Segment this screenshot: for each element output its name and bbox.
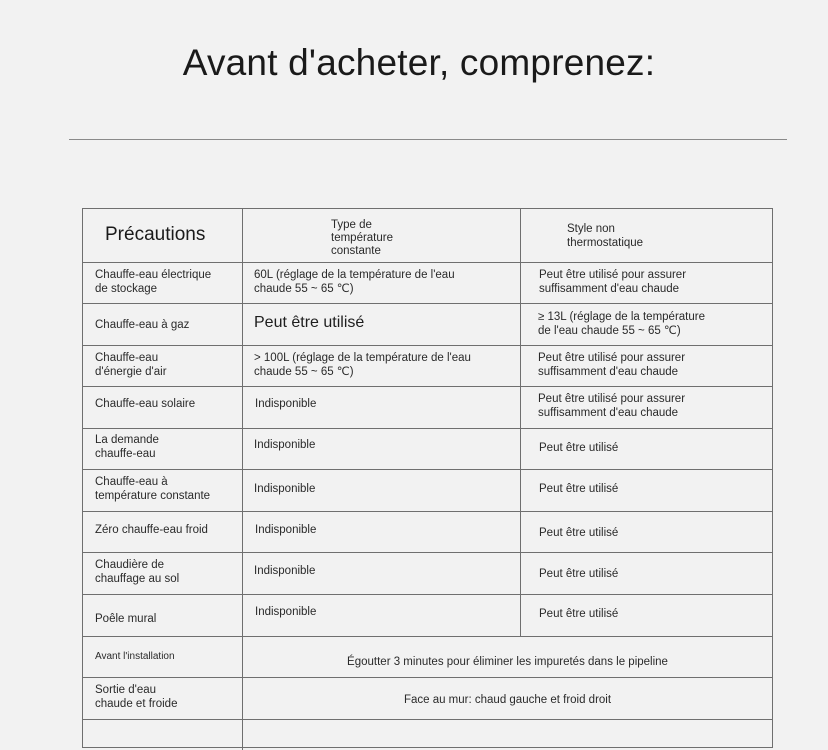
- row-span-value: Égoutter 3 minutes pour éliminer les impuretés dans le pipeline: [347, 656, 668, 668]
- table-row: [83, 428, 772, 470]
- table-row: [83, 677, 772, 720]
- table-row: [83, 636, 772, 678]
- table-row: [83, 345, 772, 387]
- row-name: Poêle mural: [95, 613, 157, 625]
- header-constant: Type de température constante: [331, 219, 394, 257]
- row-name: Chauffe-eau d'énergie d'air: [95, 352, 167, 378]
- table-row: [83, 552, 772, 595]
- row-constant-value: Indisponible: [254, 439, 316, 451]
- header-non-thermostatic: Style non thermostatique: [567, 223, 644, 249]
- title-divider: [69, 139, 787, 140]
- header-cell-constant: [243, 209, 521, 262]
- row-non-thermo-value: Peut être utilisé: [539, 483, 619, 495]
- row-constant-value: Indisponible: [255, 398, 317, 410]
- table-row-partial: [83, 719, 772, 750]
- table-row: [83, 262, 772, 304]
- row-name: Chaudière de chauffage au sol: [95, 559, 180, 585]
- row-name: Chauffe-eau à température constante: [95, 476, 211, 502]
- row-constant-value: > 100L (réglage de la température de l'eau chaude 55 ~ 65 ℃): [254, 352, 471, 378]
- row-name: Chauffe-eau solaire: [95, 398, 196, 410]
- row-name: La demande chauffe-eau: [95, 434, 159, 460]
- row-name: Chauffe-eau électrique de stockage: [95, 269, 212, 295]
- row-constant-value: Indisponible: [254, 565, 316, 577]
- row-name: Sortie d'eau chaude et froide: [95, 684, 178, 710]
- row-constant-value: Indisponible: [255, 524, 317, 536]
- page-title: Avant d'acheter, comprenez:: [182, 42, 656, 83]
- row-non-thermo-value: Peut être utilisé: [539, 608, 619, 620]
- row-constant-value: Indisponible: [255, 606, 317, 618]
- row-constant-value: Peut être utilisé: [254, 314, 365, 331]
- header-cell-precautions: [83, 209, 243, 262]
- row-name: Chauffe-eau à gaz: [95, 319, 190, 331]
- row-constant-value: Indisponible: [254, 483, 316, 495]
- row-non-thermo-value: ≥ 13L (réglage de la température de l'eau chaude 55 ~ 65 ℃): [538, 311, 705, 337]
- row-name: Zéro chauffe-eau froid: [95, 524, 208, 536]
- row-non-thermo-value: Peut être utilisé pour assurer suffisamment d'eau chaude: [539, 269, 687, 295]
- comparison-table: [82, 208, 773, 748]
- header-cell-non-thermostatic: [521, 209, 772, 262]
- row-non-thermo-value: Peut être utilisé: [539, 527, 619, 539]
- table-row: [83, 469, 772, 512]
- table-row: [83, 511, 772, 553]
- header-precautions: Précautions: [105, 224, 206, 245]
- table-row: [83, 386, 772, 429]
- row-constant-value: 60L (réglage de la température de l'eau chaude 55 ~ 65 ℃): [254, 269, 455, 295]
- row-non-thermo-value: Peut être utilisé: [539, 568, 619, 580]
- row-name: Avant l'installation: [95, 651, 175, 662]
- row-span-value: Face au mur: chaud gauche et froid droit: [403, 694, 612, 706]
- table-header-row: [83, 209, 772, 262]
- row-non-thermo-value: Peut être utilisé pour assurer suffisamment d'eau chaude: [538, 393, 686, 419]
- row-non-thermo-value: Peut être utilisé pour assurer suffisamment d'eau chaude: [538, 352, 686, 378]
- table-row: [83, 303, 772, 346]
- table-row: [83, 594, 772, 637]
- row-non-thermo-value: Peut être utilisé: [539, 442, 619, 454]
